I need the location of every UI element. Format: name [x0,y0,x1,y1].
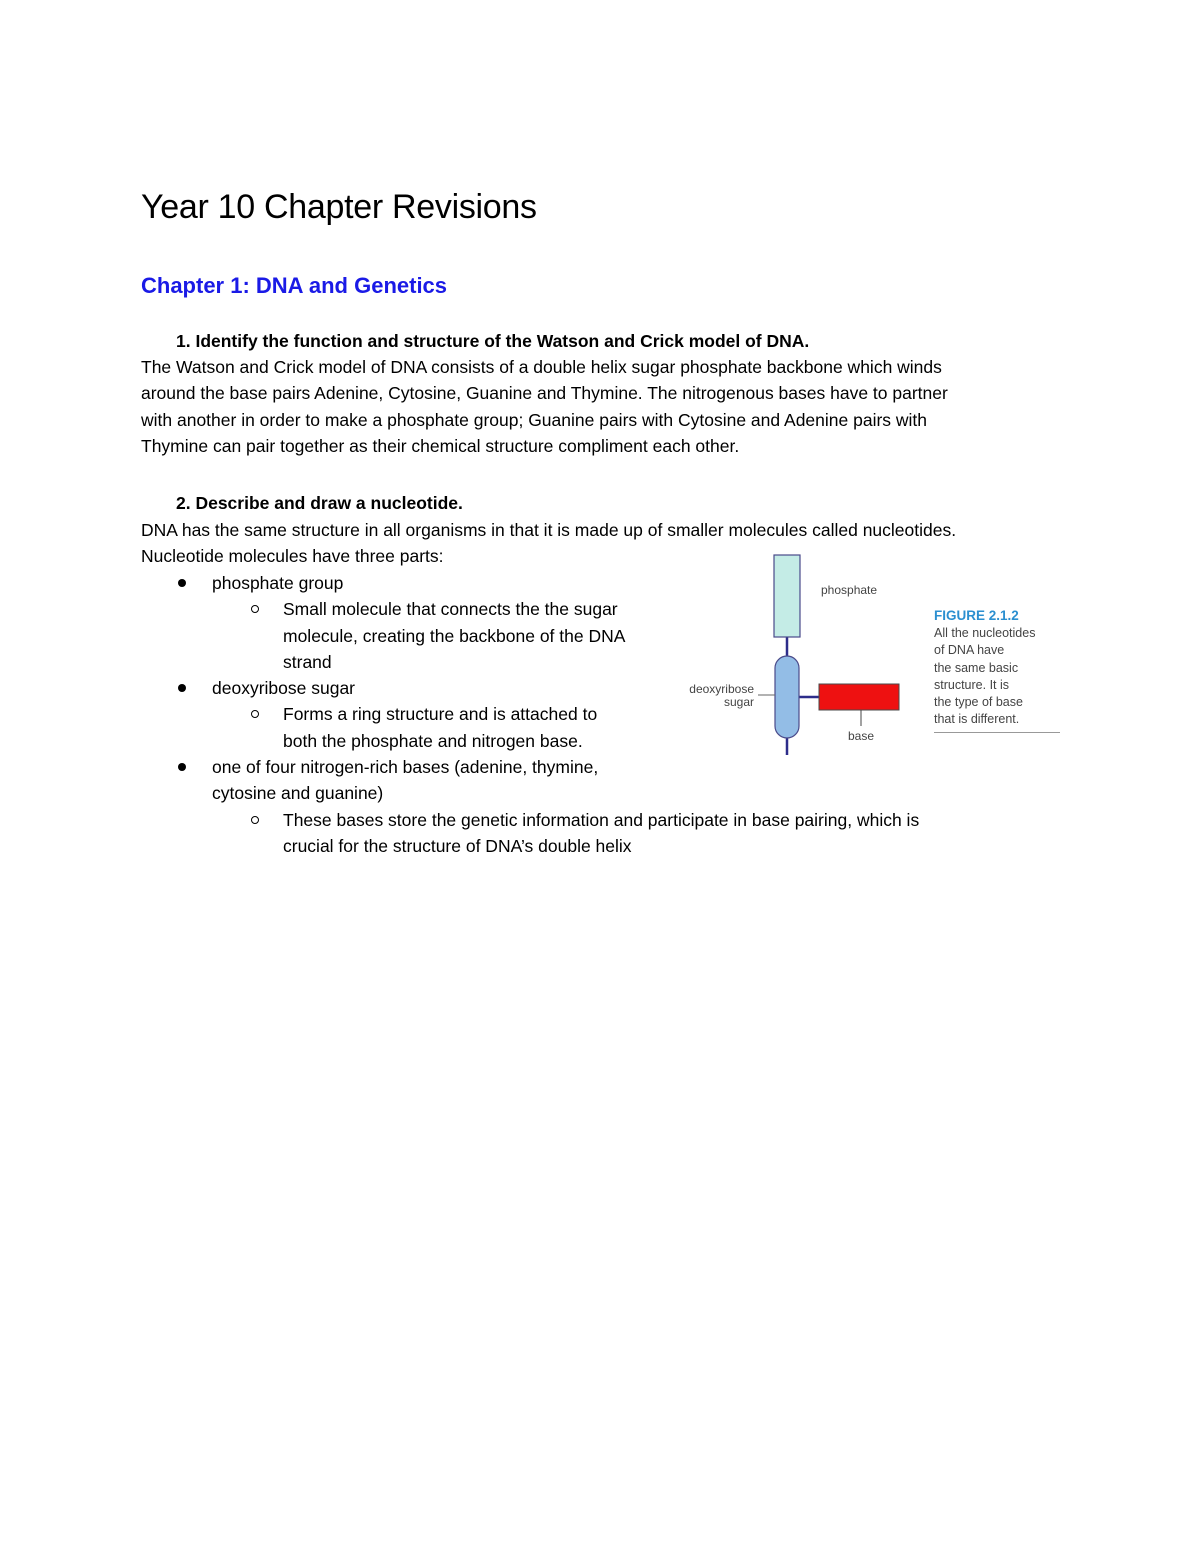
caption-line: of DNA have [934,643,1005,658]
q1-answer-line: The Watson and Crick model of DNA consists of a double helix sugar phosphate backbone which winds [141,357,942,377]
q1-answer-line: around the base pairs Adenine, Cytosine, Guanine and Thymine. The nitrogenous bases have to partner [141,383,948,403]
base-label: base [848,729,875,743]
sub-list-item [141,807,1061,860]
sugar-label-line1: deoxyribose [689,682,754,696]
circle-bullet-icon [251,605,259,613]
figure-caption [934,607,1064,728]
chapter-heading: Chapter 1: DNA and Genetics [141,273,448,298]
sub-item-line: both the phosphate and nitrogen base. [283,730,583,751]
nucleotide-figure [676,553,1066,763]
document-title: Year 10 Chapter Revisions [141,188,537,226]
sub-item-line: molecule, creating the backbone of the DNA [283,625,626,646]
bullet-icon [178,763,186,771]
sugar-label-line2: sugar [723,695,754,709]
nucleotide-diagram [676,553,932,763]
caption-line: the same basic [934,660,1019,675]
phosphate-shape [774,555,800,637]
bullet-icon [178,684,186,692]
sub-item-line: Forms a ring structure and is attached to [283,704,598,725]
caption-divider [934,732,1060,733]
sub-item-line: Small molecule that connects the the sugar [283,599,618,620]
base-shape [819,684,899,710]
figure-number: FIGURE 2.1.2 [934,608,1019,623]
question-2-heading: 2. Describe and draw a nucleotide. [176,493,463,513]
q2-intro-line: Nucleotide molecules have three parts: [141,546,444,566]
caption-line: the type of base [934,695,1023,710]
list-item-label-line: cytosine and guanine) [212,783,384,804]
caption-line: All the nucleotides [934,626,1036,641]
sub-item-line: These bases store the genetic information and participate in base pairing, which is [283,809,920,830]
q2-intro-line: DNA has the same structure in all organisms in that it is made up of smaller molecules called nucleotides. [141,520,957,540]
circle-bullet-icon [251,816,259,824]
sub-item-line: crucial for the structure of DNA’s double helix [283,835,632,856]
q1-answer-line: Thymine can pair together as their chemical structure compliment each other. [141,436,740,456]
list-item-label: phosphate group [212,573,344,593]
sugar-shape [775,656,799,738]
bullet-icon [178,579,186,587]
list-item-label: deoxyribose sugar [212,678,355,699]
circle-bullet-icon [251,710,259,718]
list-item-label-line: one of four nitrogen-rich bases (adenine, thymine, [212,757,599,778]
q1-answer-line: with another in order to make a phosphate group; Guanine pairs with Cytosine and Adenine pairs with [141,410,928,430]
sub-item-line: strand [283,651,332,672]
caption-line: that is different. [934,712,1020,727]
phosphate-label: phosphate [821,583,878,597]
question-1-heading: 1. Identify the function and structure of the Watson and Crick model of DNA. [176,331,810,351]
caption-line: structure. It is [934,677,1010,692]
